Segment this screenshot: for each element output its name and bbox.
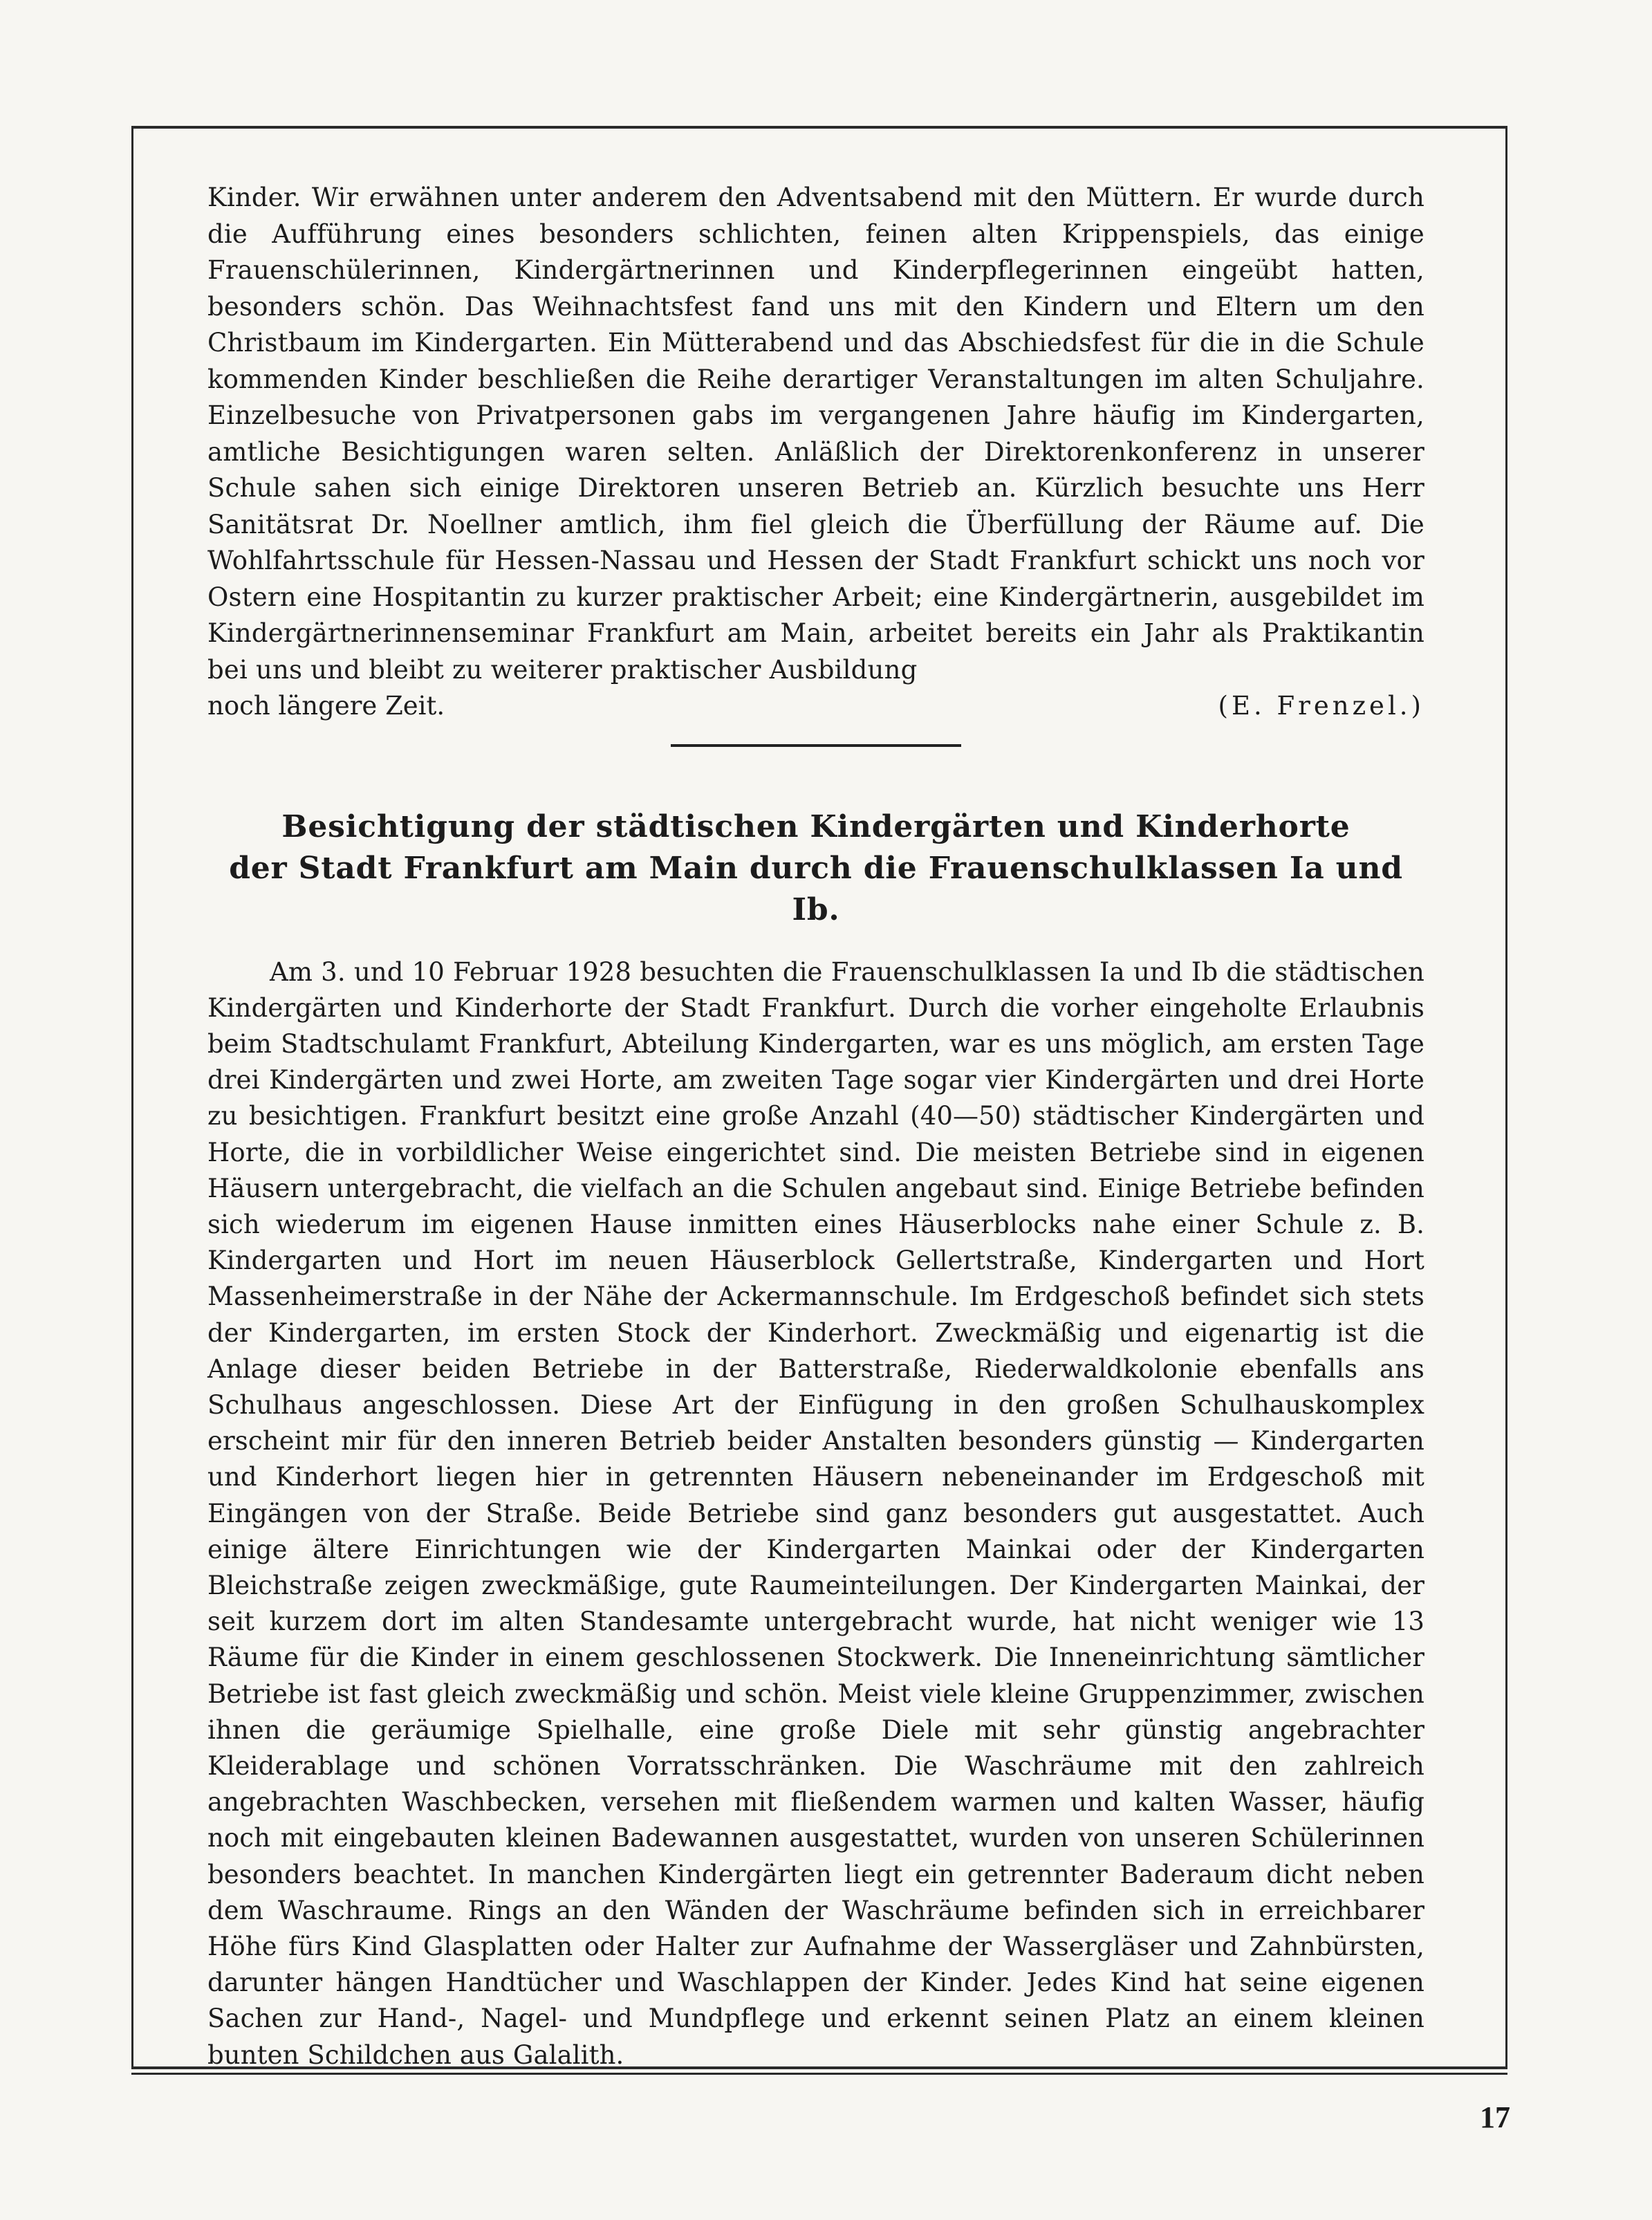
page-number: 17	[1480, 2100, 1510, 2134]
section-heading	[207, 806, 1424, 931]
visit-paragraph: Am 3. und 10 Februar 1928 besuchten die Frauenschulklassen Ia und Ib die städtischen Kindergärten und Kinderhorte der Stadt Frankfurt. Durch die vorher eingeholte Erlaubnis beim Stadtschulamt Frankfurt, Abteilung Kindergarten, war es uns möglich, am ersten Tage drei Kindergärten und zwei Horte, am zweiten Tage sogar vier Kindergärten und drei Horte zu besichtigen. Frankfurt besitzt eine große Anzahl (40—50) städtischer Kindergärten und Horte, die in vorbildlicher Weise eingerichtet sind. Die meisten Betriebe sind in eigenen Häusern untergebracht, die vielfach an die Schulen angebaut sind. Einige Betriebe befinden sich wiederum im eigenen Hause inmitten eines Häuserblocks nahe einer Schule z. B. Kindergarten und Hort im neuen Häuserblock Gellertstraße, Kindergarten und Hort Massenheimerstraße in der Nähe der Ackermannschule. Im Erdgeschoß befindet sich stets der Kindergarten, im ersten Stock der Kinderhort. Zweckmäßig und eigenartig ist die Anlage dieser beiden Betriebe in der Batterstraße, Riederwaldkolonie ebenfalls ans Schulhaus angeschlossen. Diese Art der Einfügung in den großen Schulhauskomplex erscheint mir für den inneren Betrieb beider Anstalten besonders günstig — Kindergarten und Kinderhort liegen hier in getrennten Häusern nebeneinander im Erdgeschoß mit Eingängen von der Straße. Beide Betriebe sind ganz besonders gut ausgestattet. Auch einige ältere Einrichtungen wie der Kindergarten Mainkai oder der Kindergarten Bleichstraße zeigen zweckmäßige, gute Raumeinteilungen. Der Kindergarten Mainkai, der seit kurzem dort im alten Standesamte untergebracht wurde, hat nicht weniger wie 13 Räume für die Kinder in einem geschlossenen Stockwerk. Die Inneneinrichtung sämtlicher Betriebe ist fast gleich zweckmäßig und schön. Meist viele kleine Gruppenzimmer, zwischen ihnen die geräumige Spielhalle, eine große Diele mit sehr günstig angebrachter Kleiderablage und schönen Vorratsschränken. Die Waschräume mit den zahlreich angebrachten Waschbecken, versehen mit fließendem warmen und kalten Wasser, häufig noch mit eingebauten kleinen Badewannen ausgestattet, wurden von unseren Schülerinnen besonders beachtet. In manchen Kindergärten liegt ein getrennter Baderaum dicht neben dem Waschraume. Rings an den Wänden der Waschräume befinden sich in erreichbarer Höhe fürs Kind Glasplatten oder Halter zur Aufnahme der Wassergläser und Zahnbürsten, darunter hängen Handtücher und Waschlappen der Kinder. Jedes Kind hat seine eigenen Sachen zur Hand-, Nagel- und Mundpflege und erkennt seinen Platz an einem kleinen bunten Schildchen aus Galalith.	[207, 956, 1424, 2070]
author-signature: (E. Frenzel.)	[1218, 691, 1424, 721]
heading-line-1: Besichtigung der städtischen Kindergärten und Kinderhorte	[281, 808, 1351, 844]
heading-line-2: der Stadt Frankfurt am Main durch die Frauenschulklassen Ia und Ib.	[229, 850, 1403, 927]
section-divider	[671, 744, 961, 747]
signature-line	[207, 688, 1424, 725]
closing-text: noch längere Zeit.	[207, 691, 445, 721]
report-paragraph: Kinder. Wir erwähnen unter anderem den Adventsabend mit den Müttern. Er wurde durch die Aufführung eines besonders schlichten, feinen alten Krippenspiels, das einige Frauenschülerinnen, Kindergärtnerinnen und Kinderpflegerinnen eingeübt hatten, besonders schön. Das Weihnachtsfest fand uns mit den Kindern und Eltern um den Christbaum im Kindergarten. Ein Mütterabend und das Abschiedsfest für die in die Schule kommenden Kinder beschließen die Reihe derartiger Veranstaltungen im alten Schuljahre. Einzelbesuche von Privatpersonen gabs im vergangenen Jahre häufig im Kindergarten, amtliche Besichtigungen waren selten. Anläßlich der Direktorenkonferenz in unserer Schule sahen sich einige Direktoren unseren Betrieb an. Kürzlich besuchte uns Herr Sanitätsrat Dr. Noellner amtlich, ihm fiel gleich die Überfüllung der Räume auf. Die Wohlfahrtsschule für Hessen-Nassau und Hessen der Stadt Frankfurt schickt uns noch vor Ostern eine Hospitantin zu kurzer praktischer Arbeit; eine Kindergärtnerin, ausgebildet im Kindergärtnerinnenseminar Frankfurt am Main, arbeitet bereits ein Jahr als Praktikantin bei uns und bleibt zu weiterer praktischer Ausbildung	[207, 183, 1424, 685]
page-content	[207, 180, 1424, 2073]
